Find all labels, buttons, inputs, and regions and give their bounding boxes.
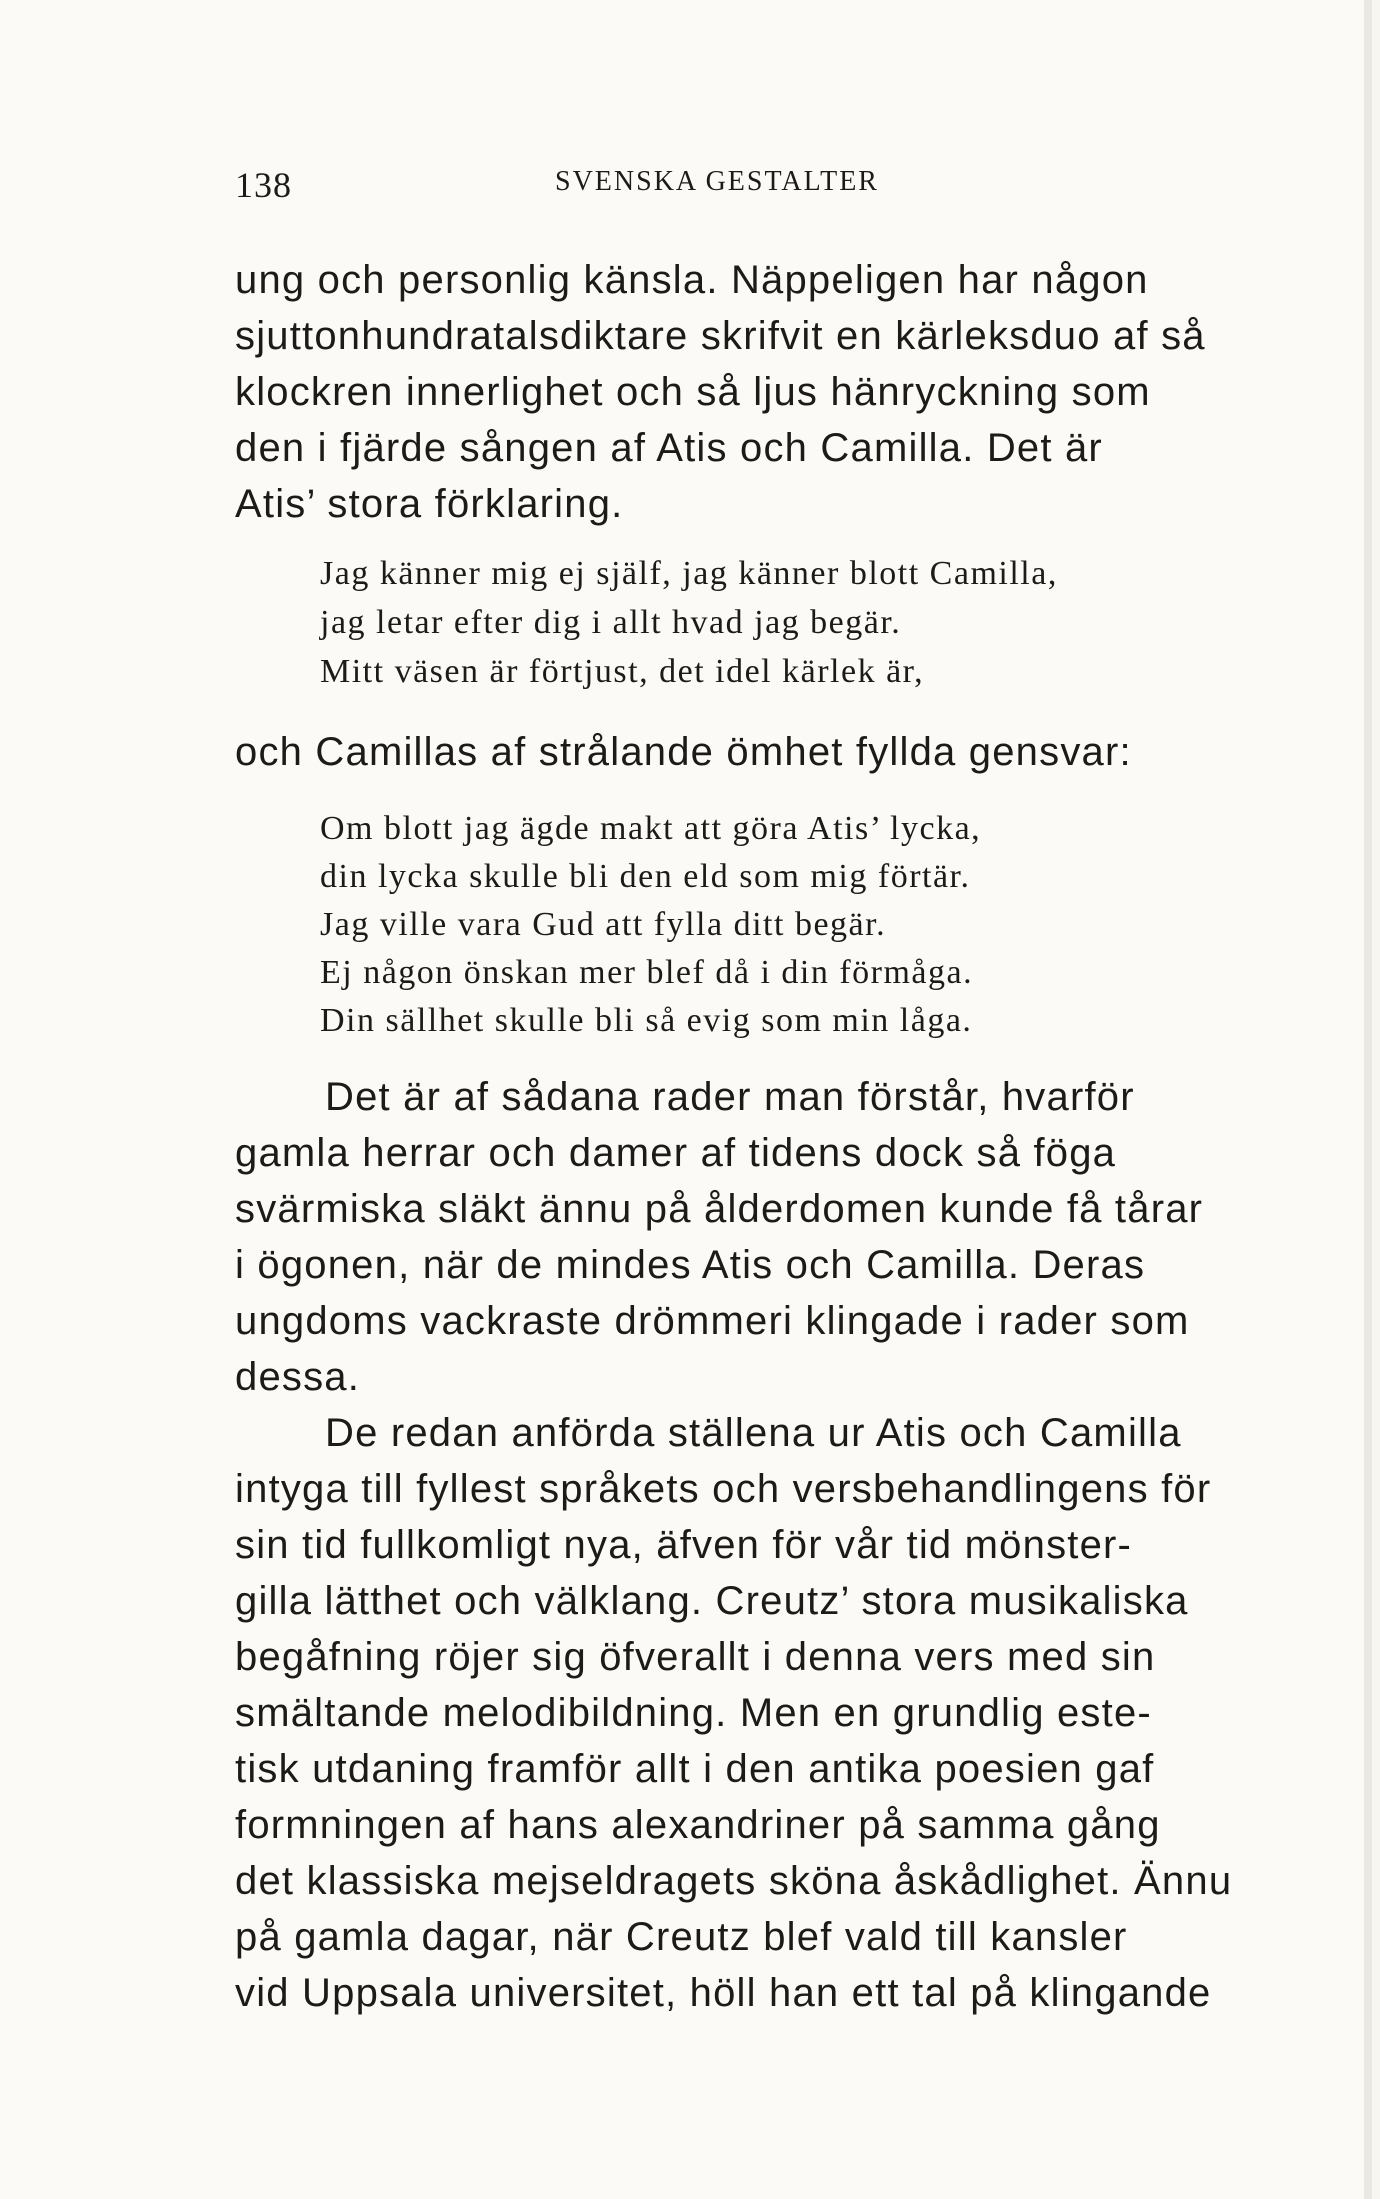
text-line: vid Uppsala universitet, höll han ett tal på klingande (235, 1971, 1212, 2015)
verse-line: Mitt väsen är förtjust, det idel kärlek är, (320, 653, 925, 690)
text-line: dessa. (235, 1355, 361, 1399)
verse-line: Om blott jag ägde makt att göra Atis’ lycka, (320, 810, 982, 847)
text-line: på gamla dagar, när Creutz blef vald till kansler (235, 1915, 1128, 1959)
text-line: ung och personlig känsla. Näppeligen har någon (235, 258, 1149, 302)
text-line: i ögonen, när de mindes Atis och Camilla. Deras (235, 1243, 1146, 1287)
verse-line: din lycka skulle bli den eld som mig förtär. (320, 858, 971, 895)
text-line: den i fjärde sången af Atis och Camilla. Det är (235, 426, 1103, 470)
text-line: sjuttonhundratalsdiktare skrifvit en kärleksduo af så (235, 314, 1206, 358)
verse-line: Ej någon önskan mer blef då i din förmåga. (320, 954, 974, 991)
text-line: intyga till fyllest språkets och versbehandlingens för (235, 1467, 1212, 1511)
text-line: Atis’ stora förklaring. (235, 482, 624, 526)
verse-line: Jag känner mig ej själf, jag känner blott Camilla, (320, 555, 1058, 592)
running-head: SVENSKA GESTALTER (555, 166, 879, 197)
text-line: gilla lätthet och välklang. Creutz’ stora musikaliska (235, 1579, 1189, 1623)
text-line: formningen af hans alexandriner på samma gång (235, 1803, 1161, 1847)
page-edge (1364, 0, 1372, 2199)
page-number: 138 (235, 165, 292, 205)
text-line: begåfning röjer sig öfverallt i denna vers med sin (235, 1635, 1156, 1679)
text-line: ungdoms vackraste drömmeri klingade i rader som (235, 1299, 1190, 1343)
text-line: och Camillas af strålande ömhet fyllda gensvar: (235, 730, 1132, 774)
text-line: det klassiska mejseldragets sköna åskådlighet. Ännu (235, 1859, 1233, 1903)
text-line: De redan anförda ställena ur Atis och Camilla (325, 1411, 1182, 1455)
text-line: gamla herrar och damer af tidens dock så föga (235, 1131, 1117, 1175)
text-line: sin tid fullkomligt nya, äfven för vår tid mönster- (235, 1523, 1133, 1567)
page-header (235, 160, 1205, 210)
text-line: svärmiska släkt ännu på ålderdomen kunde få tårar (235, 1187, 1204, 1231)
text-line: Det är af sådana rader man förstår, hvarför (325, 1075, 1135, 1119)
verse-line: Jag ville vara Gud att fylla ditt begär. (320, 906, 887, 943)
text-line: tisk utdaning framför allt i den antika poesien gaf (235, 1747, 1155, 1791)
text-line: klockren innerlighet och så ljus hänryckning som (235, 370, 1151, 414)
verse-line: jag letar efter dig i allt hvad jag begär. (320, 604, 902, 641)
verse-line: Din sällhet skulle bli så evig som min låga. (320, 1002, 973, 1039)
text-line: smältande melodibildning. Men en grundlig este- (235, 1691, 1152, 1735)
